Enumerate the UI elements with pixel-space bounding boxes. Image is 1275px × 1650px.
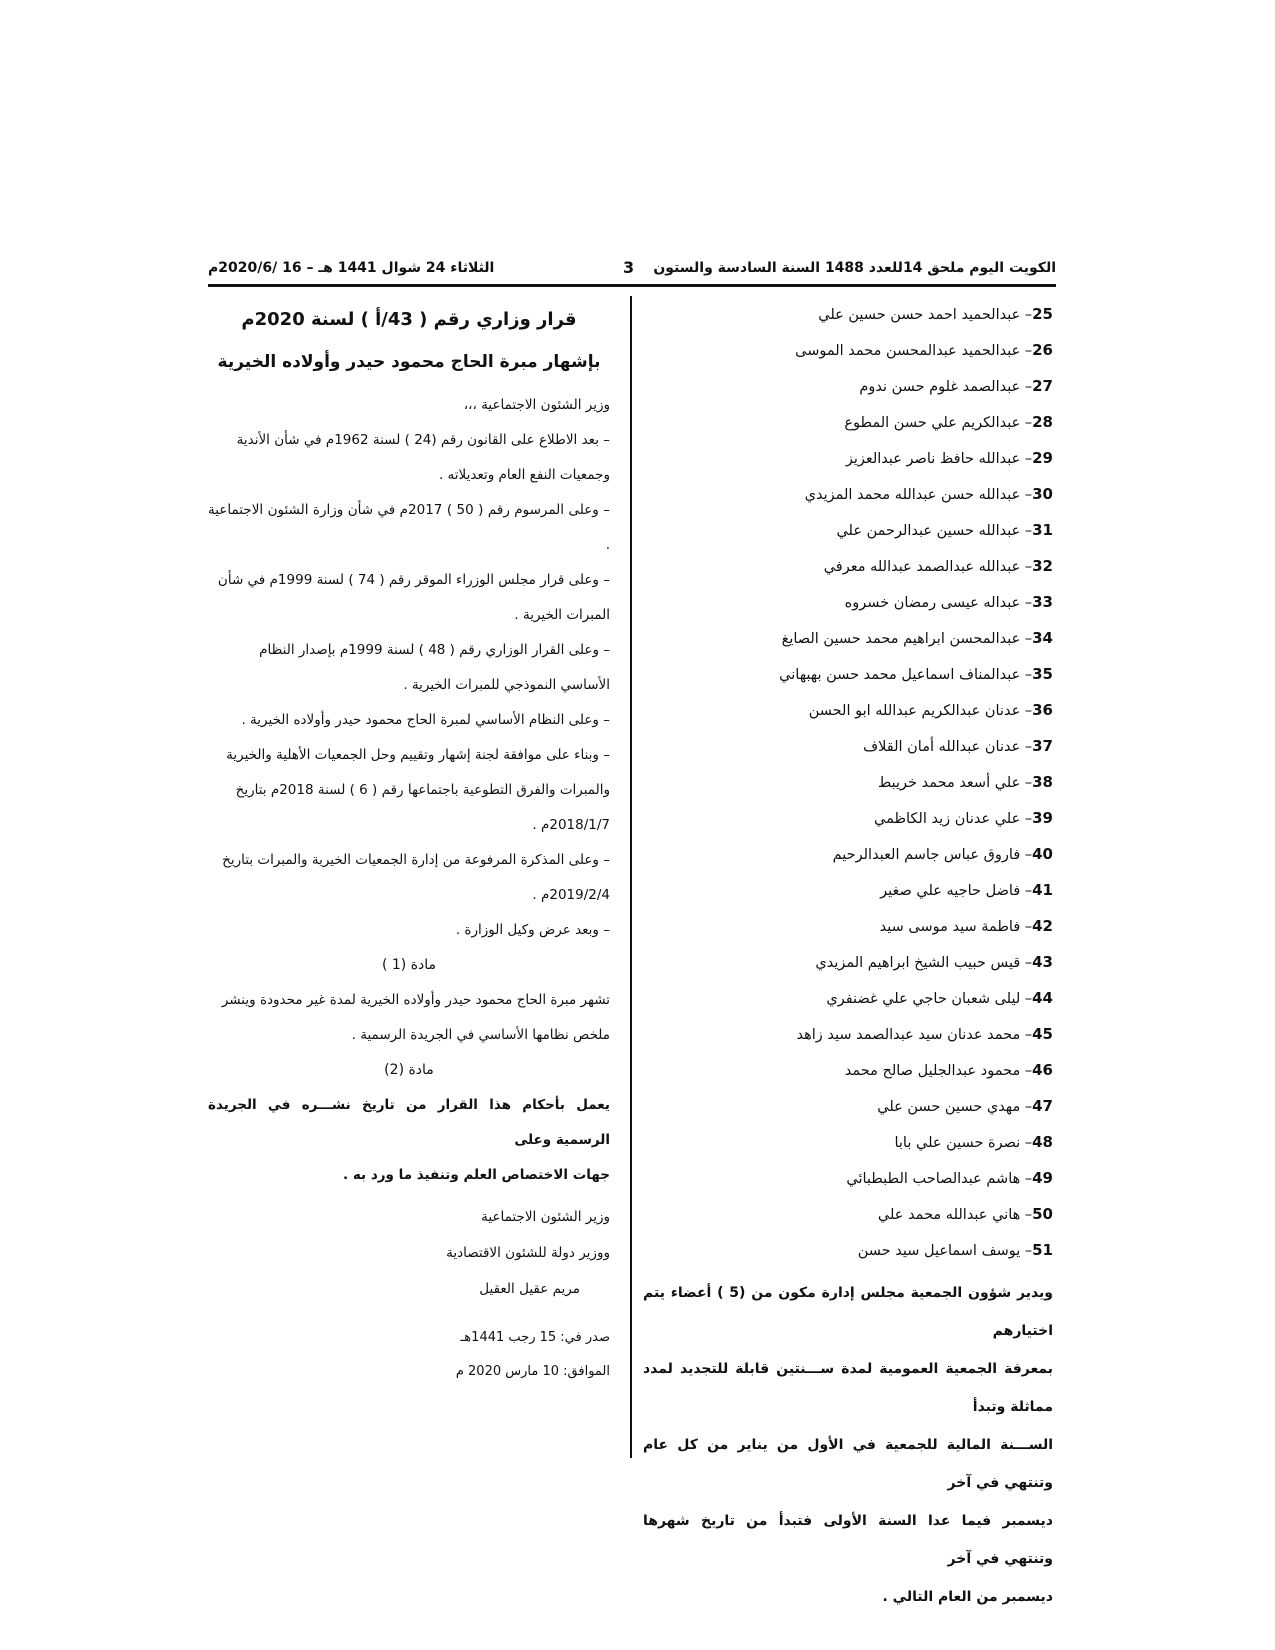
list-item-number: 36 xyxy=(1032,701,1053,719)
list-item xyxy=(643,1088,1053,1124)
list-item xyxy=(643,440,1053,476)
list-item xyxy=(643,296,1053,332)
text-line: وزير الشئون الاجتماعية ،،، xyxy=(463,397,610,413)
board-paragraph xyxy=(643,1274,1053,1616)
text-line: ملخص نظامها الأساسي في الجريدة الرسمية . xyxy=(351,1027,610,1043)
list-item-number: 28 xyxy=(1032,413,1053,431)
list-item-text: – عدنان عبدالكريم عبدالله ابو الحسن xyxy=(808,703,1033,719)
list-item-number: 38 xyxy=(1032,773,1053,791)
list-item xyxy=(643,1124,1053,1160)
list-item xyxy=(643,1196,1053,1232)
list-item-text: – قيس حبيب الشيخ ابراهيم المزيدي xyxy=(815,955,1033,971)
signature-title-1: وزير الشئون الاجتماعية xyxy=(481,1209,610,1225)
issue-dates xyxy=(208,1321,610,1389)
list-item-text: – فاروق عباس جاسم العبدالرحيم xyxy=(832,847,1033,863)
text-line: وجمعيات النفع العام وتعديلاته . xyxy=(438,467,610,483)
list-item-text: – عبدالحميد عبدالمحسن محمد الموسى xyxy=(795,343,1033,359)
text-line: ديسمبر من العام التالي . xyxy=(882,1589,1053,1605)
list-item xyxy=(643,908,1053,944)
list-item-text: – عبدالله حسن عبدالله محمد المزيدي xyxy=(804,487,1033,503)
list-item-text: – هاني عبدالله محمد علي xyxy=(877,1207,1033,1223)
list-item-text: – محمد عدنان سيد عبدالصمد سيد زاهد xyxy=(796,1027,1033,1043)
text-line: – وبناء على موافقة لجنة إشهار وتقييم وحل الجمعيات الأهلية والخيرية xyxy=(226,747,610,763)
decree-title: قرار وزاري رقم ( 43/أ ) لسنة 2020م xyxy=(241,309,577,330)
text-line: – وعلى قرار مجلس الوزراء الموقر رقم ( 74 ) لسنة 1999م في شأن xyxy=(217,572,610,588)
signature-name: مريم عقيل العقيل xyxy=(479,1281,580,1297)
left-column xyxy=(208,296,610,1389)
list-item-number: 26 xyxy=(1032,341,1053,359)
list-item xyxy=(643,980,1053,1016)
signature-block xyxy=(208,1199,610,1307)
list-item xyxy=(643,944,1053,980)
list-item-number: 33 xyxy=(1032,593,1053,611)
list-item-number: 34 xyxy=(1032,629,1053,647)
list-item-number: 51 xyxy=(1032,1241,1053,1259)
list-item xyxy=(643,548,1053,584)
article-2-heading: مادة (2) xyxy=(384,1062,434,1078)
list-item xyxy=(643,800,1053,836)
list-item xyxy=(643,476,1053,512)
article-1-heading: مادة (1 ) xyxy=(381,957,437,973)
list-item xyxy=(643,1232,1053,1268)
text-line: يعمل بأحكام هذا القرار من تاريخ نشـــره في الجريدة الرسمية وعلى xyxy=(208,1097,610,1148)
list-item-number: 32 xyxy=(1032,557,1053,575)
list-item-text: – عبدالصمد غلوم حسن ندوم xyxy=(859,379,1033,395)
header-date: الثلاثاء 24 شوال 1441 هـ – 16 /2020/6م xyxy=(208,260,495,276)
list-item xyxy=(643,872,1053,908)
text-line: 2019/2/4م . xyxy=(532,887,610,903)
text-line: بمعرفة الجمعية العمومية لمدة ســـنتين قابلة للتجديد لمدد مماثلة وتبدأ xyxy=(643,1361,1053,1415)
list-item xyxy=(643,584,1053,620)
list-item-text: – يوسف اسماعيل سيد حسن xyxy=(857,1243,1033,1259)
list-item-text: – عبدالكريم علي حسن المطوع xyxy=(844,415,1033,431)
list-item-number: 35 xyxy=(1032,665,1053,683)
text-line: 2018/1/7م . xyxy=(532,817,610,833)
header-issue-info: الكويت اليوم ملحق 14للعدد 1488 السنة السادسة والستون xyxy=(653,260,1056,276)
list-item xyxy=(643,728,1053,764)
list-item-number: 46 xyxy=(1032,1061,1053,1079)
list-item-number: 39 xyxy=(1032,809,1053,827)
list-item-text: – فاطمة سيد موسى سيد xyxy=(879,919,1033,935)
member-name-list xyxy=(643,296,1053,1268)
list-item-text: – ليلى شعبان حاجي علي غضنفري xyxy=(826,991,1033,1007)
text-line: جهات الاختصاص العلم وتنفيذ ما ورد به . xyxy=(343,1167,610,1183)
list-item xyxy=(643,1016,1053,1052)
list-item xyxy=(643,512,1053,548)
list-item-number: 44 xyxy=(1032,989,1053,1007)
decree-subtitle: بإشهار مبرة الحاج محمود حيدر وأولاده الخيرية xyxy=(217,352,601,372)
article-1-body xyxy=(208,983,610,1053)
corresponding-date: الموافق: 10 مارس 2020 م xyxy=(455,1364,610,1379)
text-line: المبرات الخيرية . xyxy=(514,607,610,623)
header-rule xyxy=(208,284,1056,287)
list-item-number: 30 xyxy=(1032,485,1053,503)
right-column xyxy=(643,296,1053,1616)
list-item xyxy=(643,1160,1053,1196)
list-item xyxy=(643,656,1053,692)
list-item xyxy=(643,764,1053,800)
page-header xyxy=(208,256,1056,280)
text-line: – وعلى النظام الأساسي لمبرة الحاج محمود حيدر وأولاده الخيرية . xyxy=(241,712,610,728)
text-line: والمبرات والفرق التطوعية باجتماعها رقم ( 6 ) لسنة 2018م بتاريخ xyxy=(235,782,610,798)
list-item-number: 27 xyxy=(1032,377,1053,395)
list-item-text: – علي عدنان زيد الكاظمي xyxy=(874,811,1033,827)
list-item-number: 41 xyxy=(1032,881,1053,899)
list-item-text: – عبدالله حافظ ناصر عبدالعزيز xyxy=(845,451,1033,467)
list-item xyxy=(643,404,1053,440)
list-item-text: – عبداله عيسى رمضان خسروه xyxy=(844,595,1033,611)
text-line: – وعلى القرار الوزاري رقم ( 48 ) لسنة 1999م بإصدار النظام xyxy=(259,642,610,658)
list-item-number: 31 xyxy=(1032,521,1053,539)
list-item-text: – فاضل حاجيه علي صغير xyxy=(880,883,1033,899)
list-item-text: – مهدي حسين حسن علي xyxy=(877,1099,1033,1115)
list-item-number: 37 xyxy=(1032,737,1053,755)
list-item-number: 48 xyxy=(1032,1133,1053,1151)
list-item-text: – محمود عبدالجليل صالح محمد xyxy=(844,1063,1033,1079)
list-item-text: – عبدالله عبدالصمد عبدالله معرفي xyxy=(823,559,1033,575)
text-line: – بعد الاطلاع على القانون رقم (24 ) لسنة 1962م في شأن الأندية xyxy=(236,432,610,448)
list-item-text: – عبدالله حسين عبدالرحمن علي xyxy=(836,523,1033,539)
list-item xyxy=(643,368,1053,404)
list-item xyxy=(643,836,1053,872)
issued-date: صدر في: 15 رجب 1441هـ xyxy=(460,1330,610,1345)
list-item-text: – علي أسعد محمد خريبط xyxy=(877,775,1033,791)
decree-preamble xyxy=(208,388,610,948)
list-item-number: 43 xyxy=(1032,953,1053,971)
list-item-text: – هاشم عبدالصاحب الطبطبائي xyxy=(846,1171,1033,1187)
list-item-number: 29 xyxy=(1032,449,1053,467)
text-line: الأساسي النموذجي للمبرات الخيرية . xyxy=(403,677,610,693)
list-item-text: – عبدالمناف اسماعيل محمد حسن بهبهاني xyxy=(779,667,1033,683)
list-item-number: 50 xyxy=(1032,1205,1053,1223)
list-item-number: 40 xyxy=(1032,845,1053,863)
text-line: – وعلى المذكرة المرفوعة من إدارة الجمعيات الخيرية والمبرات بتاريخ xyxy=(222,852,610,868)
column-divider xyxy=(630,296,632,1458)
text-line: ويدير شؤون الجمعية مجلس إدارة مكون من (5 ) أعضاء يتم اختيارهم xyxy=(643,1285,1053,1339)
article-2-body xyxy=(208,1088,610,1193)
list-item-number: 47 xyxy=(1032,1097,1053,1115)
list-item-text: – عبدالمحسن ابراهيم محمد حسين الصايغ xyxy=(781,631,1033,647)
list-item-text: – نصرة حسين علي بابا xyxy=(894,1135,1033,1151)
text-line: الســـنة المالية للجمعية في الأول من يناير من كل عام وتنتهي في آخر xyxy=(643,1437,1053,1491)
list-item-number: 42 xyxy=(1032,917,1053,935)
list-item-number: 49 xyxy=(1032,1169,1053,1187)
list-item xyxy=(643,1052,1053,1088)
text-line: – وبعد عرض وكيل الوزارة . xyxy=(455,922,610,938)
list-item xyxy=(643,620,1053,656)
text-line: تشهر مبرة الحاج محمود حيدر وأولاده الخيرية لمدة غير محدودة وينشر xyxy=(221,992,610,1008)
signature-title-2: ووزير دولة للشئون الاقتصادية xyxy=(446,1245,610,1261)
list-item-number: 45 xyxy=(1032,1025,1053,1043)
text-line: ديسمبر فيما عدا السنة الأولى فتبدأ من تاريخ شهرها وتنتهي في آخر xyxy=(643,1513,1053,1567)
list-item xyxy=(643,332,1053,368)
list-item-number: 25 xyxy=(1032,305,1053,323)
page-number: 3 xyxy=(623,258,635,277)
text-line: – وعلى المرسوم رقم ( 50 ) 2017م في شأن وزارة الشئون الاجتماعية . xyxy=(208,502,610,553)
list-item-text: – عدنان عبدالله أمان القلاف xyxy=(863,739,1033,755)
list-item-text: – عبدالحميد احمد حسن حسين علي xyxy=(818,307,1033,323)
list-item xyxy=(643,692,1053,728)
